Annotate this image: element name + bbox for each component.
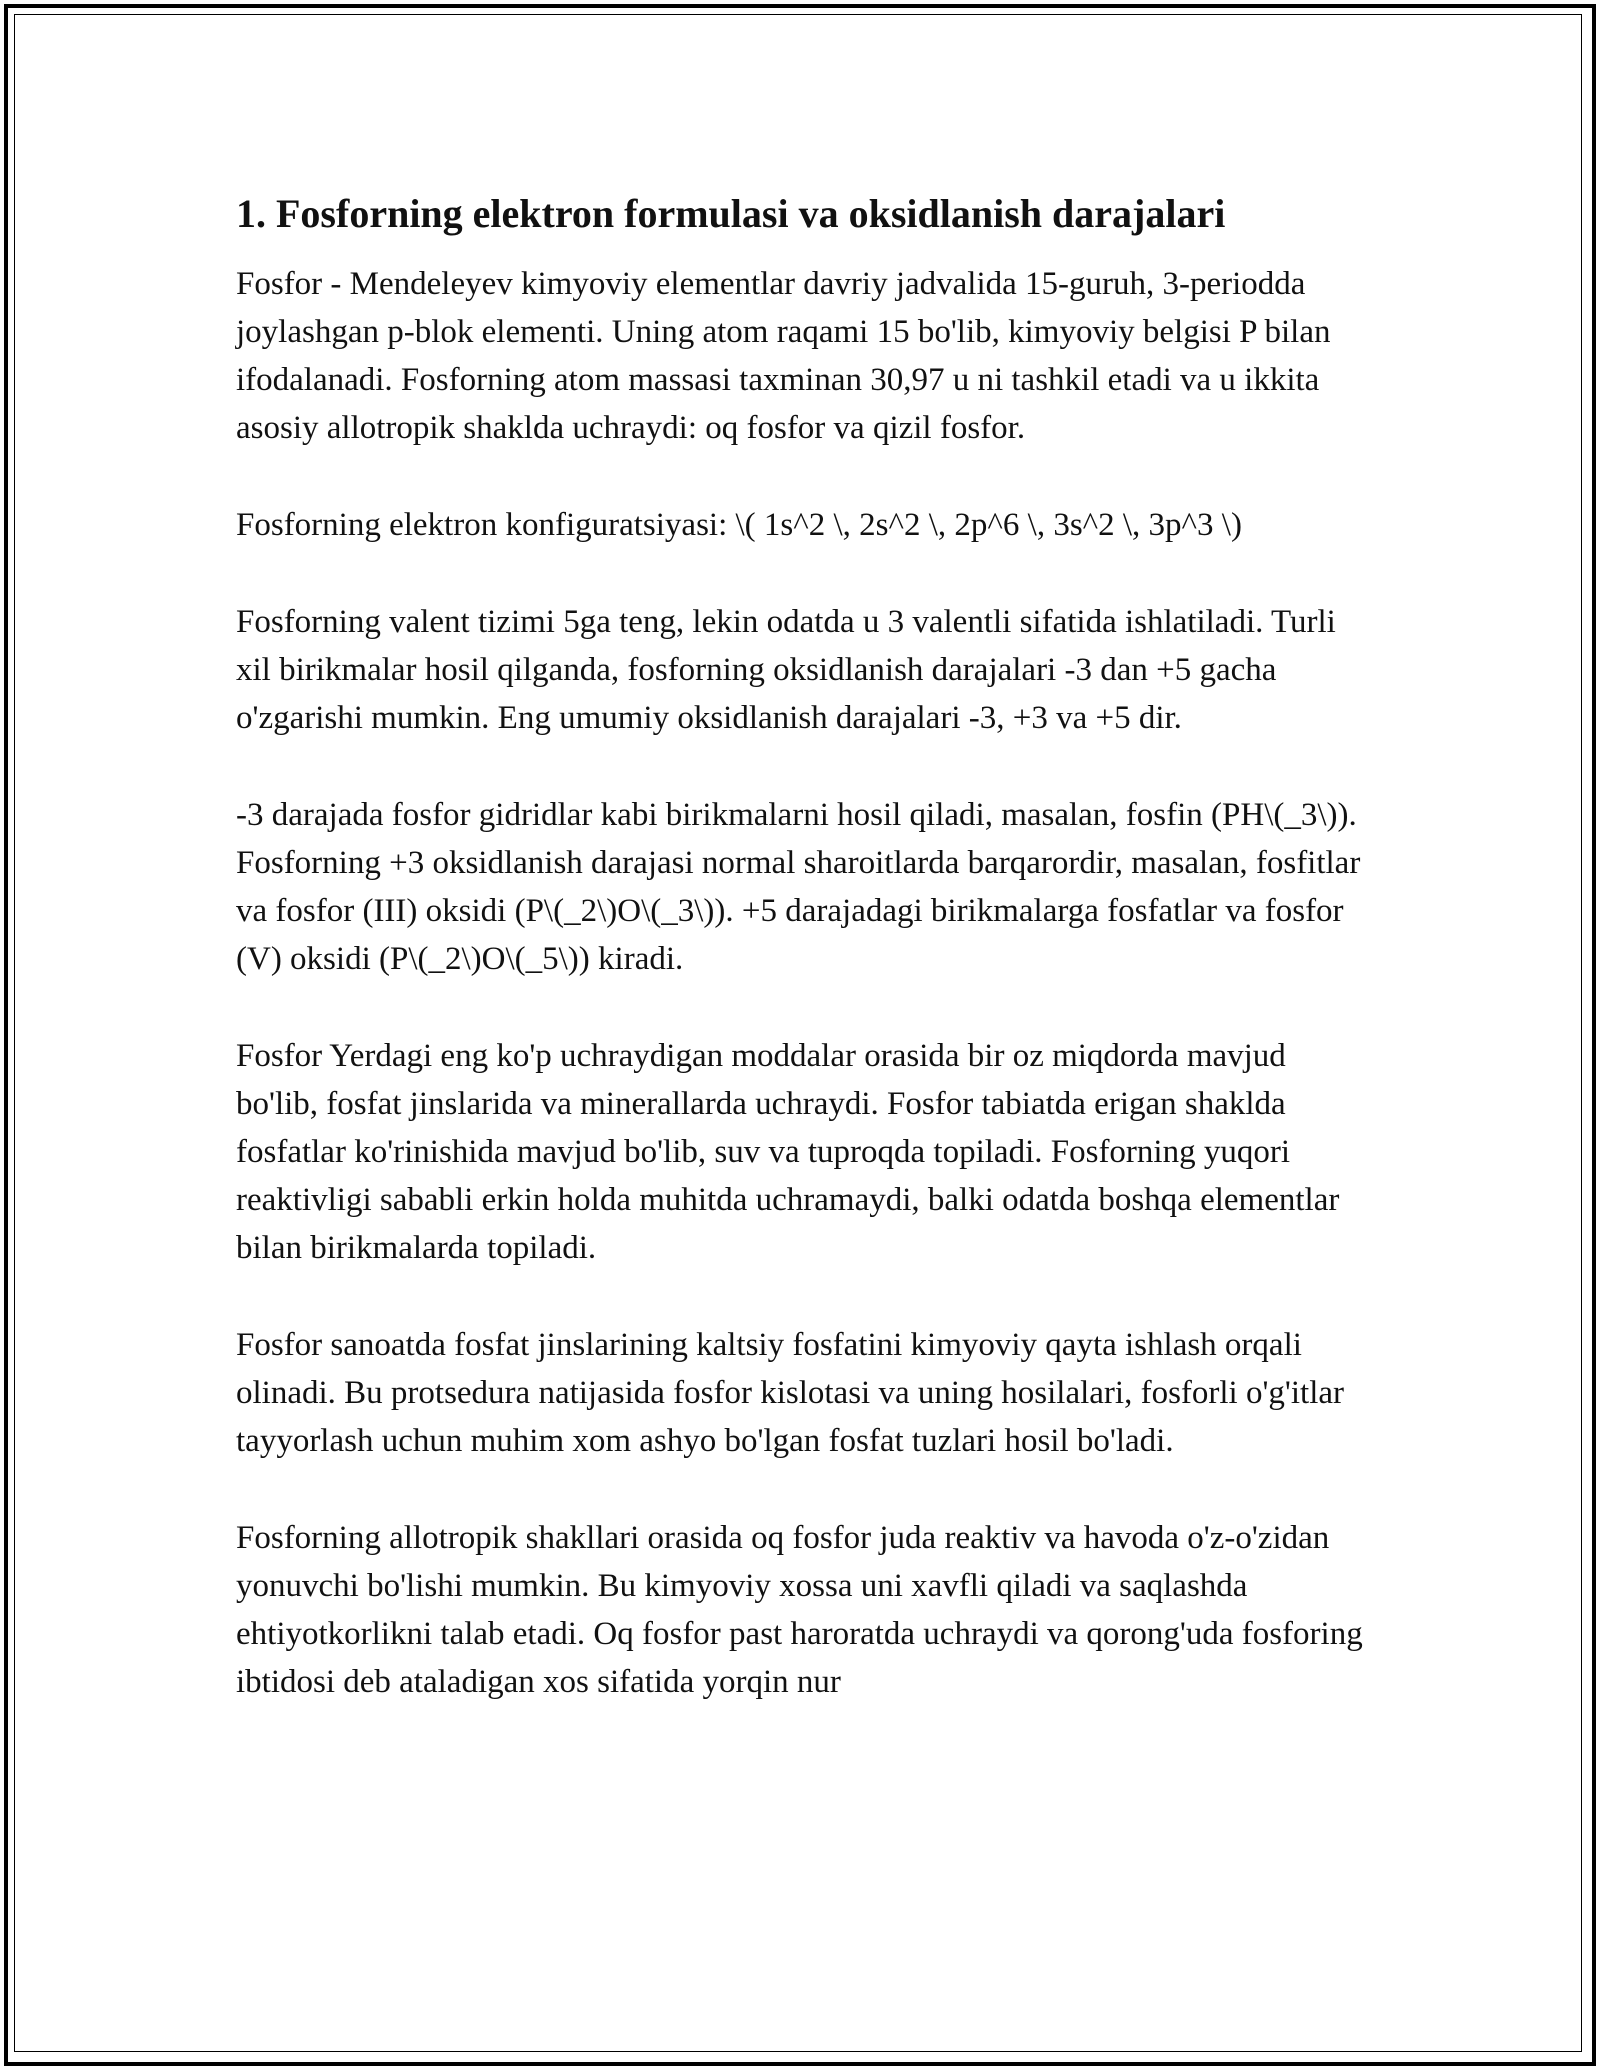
paragraph-occurrence: Fosfor Yerdagi eng ko'p uchraydigan moddalar orasida bir oz miqdorda mavjud bo'lib, fosfat jinslarida va minerallarda uchraydi. Fosfor tabiatda erigan shaklda fosfatlar ko'rinishida mavjud bo'lib, suv va tuproqda topiladi. Fosforning yuqori reaktivligi sababli erkin holda muhitda uchramaydi, balki odatda boshqa elementlar bilan birikmalarda topiladi.	[236, 1038, 1340, 1266]
section-title: 1. Fosforning elektron formulasi va oksidlanish darajalari	[236, 191, 1226, 236]
paragraph-valence: Fosforning valent tizimi 5ga teng, lekin odatda u 3 valentli sifatida ishlatiladi. Turli xil birikmalar hosil qilganda, fosforning oksidlanish darajalari -3 dan +5 gacha o'zgarishi mumkin. Eng umumiy oksidlanish darajalari -3, +3 va +5 dir.	[236, 604, 1336, 736]
paragraph-oxidation-states: -3 darajada fosfor gidridlar kabi birikmalarni hosil qiladi, masalan, fosfin (PH\(_3\)). Fosforning +3 oksidlanish darajasi normal sharoitlarda barqarordir, masalan, fosfitlar va fosfor (III) oksidi (P\(_2\)O\(_3\)). +5 darajadagi birikmalarga fosfatlar va fosfor (V) oksidi (P\(_2\)O\(_5\)) kiradi.	[236, 797, 1361, 977]
paragraph-allotropes: Fosforning allotropik shakllari orasida oq fosfor juda reaktiv va havoda o'z-o'zidan yonuvchi bo'lishi mumkin. Bu kimyoviy xossa uni xavfli qiladi va saqlashda ehtiyotkorlikni talab etadi. Oq fosfor past haroratda uchraydi va qorong'uda fosforing ibtidosi deb ataladigan xos sifatida yorqin nur	[236, 1520, 1363, 1700]
paragraph-electron-configuration: Fosforning elektron konfiguratsiyasi: \( 1s^2 \, 2s^2 \, 2p^6 \, 3s^2 \, 3p^3 \)	[236, 507, 1242, 543]
document-body	[236, 188, 1376, 1706]
paragraph-intro: Fosfor - Mendeleyev kimyoviy elementlar davriy jadvalida 15-guruh, 3-periodda joylashgan p-blok elementi. Uning atom raqami 15 bo'lib, kimyoviy belgisi P bilan ifodalanadi. Fosforning atom massasi taxminan 30,97 u ni tashkil etadi va u ikkita asosiy allotropik shaklda uchraydi: oq fosfor va qizil fosfor.	[236, 266, 1331, 446]
paragraph-production: Fosfor sanoatda fosfat jinslarining kaltsiy fosfatini kimyoviy qayta ishlash orqali olinadi. Bu protsedura natijasida fosfor kislotasi va uning hosilalari, fosforli o'g'itlar tayyorlash uchun muhim xom ashyo bo'lgan fosfat tuzlari hosil bo'ladi.	[236, 1327, 1345, 1459]
